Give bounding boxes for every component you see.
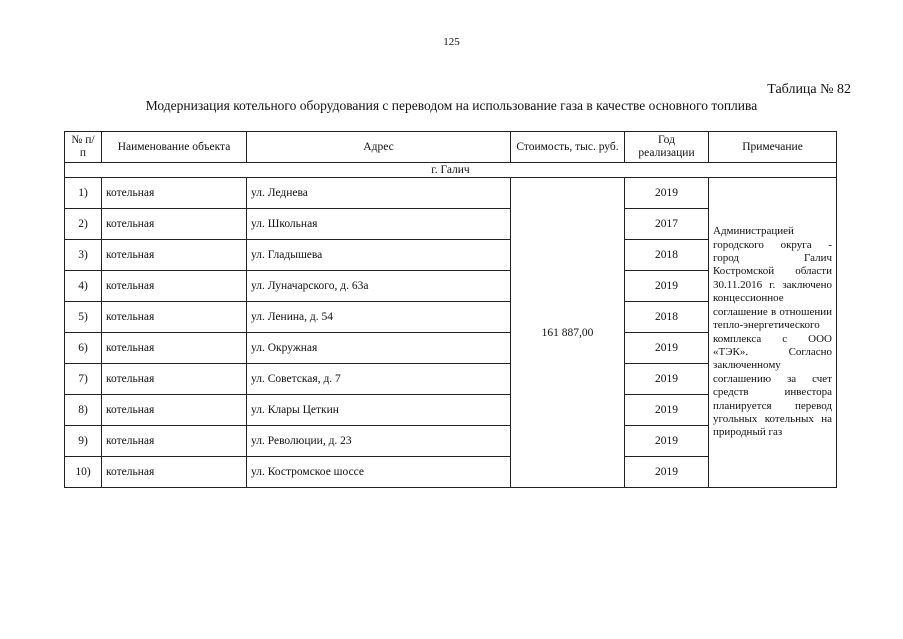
row-number: 8) bbox=[65, 395, 102, 426]
row-object-name: котельная bbox=[102, 395, 247, 426]
row-object-name: котельная bbox=[102, 178, 247, 209]
header-address: Адрес bbox=[247, 132, 511, 163]
row-year: 2018 bbox=[625, 240, 709, 271]
note-text: Администрацией городского округа - город Галич Костромской области 30.11.2016 г. заключено концессионное соглашение в отношении тепло-энергетического комплекса с ООО «ТЭК». Согласно заключенному соглашению за счет средств инвестора планируется перевод угольных котельных на природный газ bbox=[709, 178, 837, 488]
row-year: 2019 bbox=[625, 426, 709, 457]
table-title: Модернизация котельного оборудования с переводом на использование газа в качестве основного топлива bbox=[145, 98, 758, 113]
row-year: 2019 bbox=[625, 178, 709, 209]
row-address: ул. Советская, д. 7 bbox=[247, 364, 511, 395]
row-address: ул. Клары Цеткин bbox=[247, 395, 511, 426]
row-year: 2019 bbox=[625, 333, 709, 364]
header-year: Год реализации bbox=[625, 132, 709, 163]
row-address: ул. Гладышева bbox=[247, 240, 511, 271]
row-object-name: котельная bbox=[102, 457, 247, 488]
header-cost: Стоимость, тыс. руб. bbox=[511, 132, 625, 163]
row-number: 3) bbox=[65, 240, 102, 271]
row-object-name: котельная bbox=[102, 426, 247, 457]
row-object-name: котельная bbox=[102, 364, 247, 395]
row-object-name: котельная bbox=[102, 240, 247, 271]
row-object-name: котельная bbox=[102, 209, 247, 240]
city-name: г. Галич bbox=[65, 163, 837, 178]
row-number: 10) bbox=[65, 457, 102, 488]
row-number: 7) bbox=[65, 364, 102, 395]
row-object-name: котельная bbox=[102, 333, 247, 364]
header-name: Наименование объекта bbox=[102, 132, 247, 163]
row-address: ул. Леднева bbox=[247, 178, 511, 209]
row-year: 2019 bbox=[625, 457, 709, 488]
row-address: ул. Ленина, д. 54 bbox=[247, 302, 511, 333]
row-number: 5) bbox=[65, 302, 102, 333]
row-address: ул. Школьная bbox=[247, 209, 511, 240]
row-year: 2019 bbox=[625, 364, 709, 395]
row-number: 1) bbox=[65, 178, 102, 209]
header-note: Примечание bbox=[709, 132, 837, 163]
row-number: 2) bbox=[65, 209, 102, 240]
table-label: Таблица № 82 bbox=[767, 82, 851, 97]
row-number: 9) bbox=[65, 426, 102, 457]
row-address: ул. Революции, д. 23 bbox=[247, 426, 511, 457]
row-object-name: котельная bbox=[102, 302, 247, 333]
row-address: ул. Луначарского, д. 63а bbox=[247, 271, 511, 302]
row-number: 6) bbox=[65, 333, 102, 364]
row-year: 2019 bbox=[625, 271, 709, 302]
table-row bbox=[65, 178, 837, 209]
row-year: 2017 bbox=[625, 209, 709, 240]
row-number: 4) bbox=[65, 271, 102, 302]
row-address: ул. Костромское шоссе bbox=[247, 457, 511, 488]
boiler-modernization-table bbox=[64, 131, 837, 488]
header-num: № п/п bbox=[65, 132, 102, 163]
page-number: 125 bbox=[443, 36, 460, 48]
row-address: ул. Окружная bbox=[247, 333, 511, 364]
cost-total: 161 887,00 bbox=[511, 178, 625, 488]
table-header-row bbox=[65, 132, 837, 163]
city-row bbox=[65, 163, 837, 178]
row-object-name: котельная bbox=[102, 271, 247, 302]
row-year: 2019 bbox=[625, 395, 709, 426]
row-year: 2018 bbox=[625, 302, 709, 333]
